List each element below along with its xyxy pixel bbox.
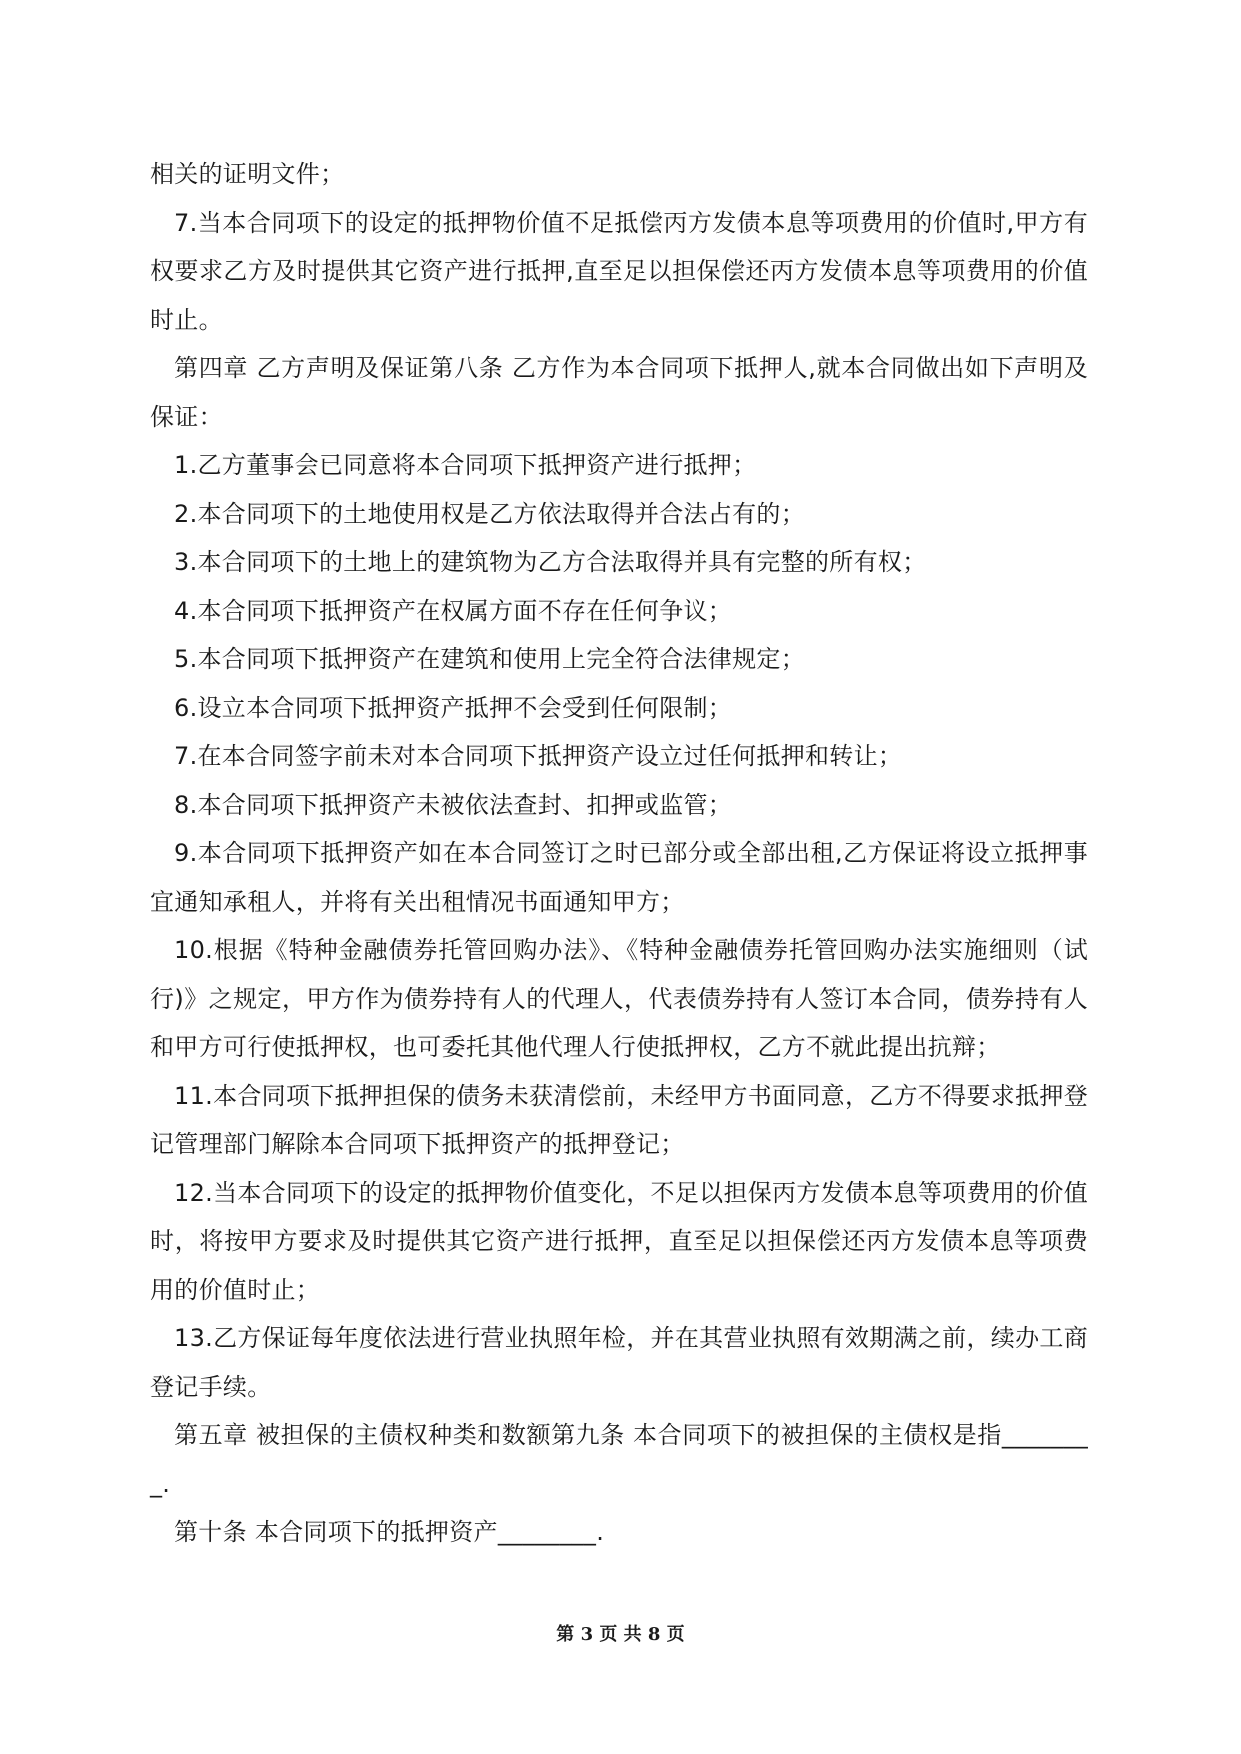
paragraph-item-10: 10.根据《特种金融债券托管回购办法》、《特种金融债券托管回购办法实施细则（试行)》之规定，甲方作为债券持有人的代理人，代表债券持有人签订本合同，债券持有人和甲方可行使抵押权，也可委托其他代理人行使抵押权，乙方不就此提出抗辩； xyxy=(150,936,1088,1061)
document-body xyxy=(150,150,1088,1557)
paragraph-item-6: 6.设立本合同项下抵押资产抵押不会受到任何限制； xyxy=(174,693,733,722)
paragraph-item-13: 13.乙方保证每年度依法进行营业执照年检，并在其营业执照有效期满之前，续办工商登记手续。 xyxy=(150,1324,1088,1401)
paragraph-chapter-5-heading: 第五章 被担保的主债权种类和数额第九条 本合同项下的被担保的主债权是指________. xyxy=(150,1421,1088,1498)
paragraph-item-1: 1.乙方董事会已同意将本合同项下抵押资产进行抵押； xyxy=(174,451,757,479)
paragraph-item-11: 11.本合同项下抵押担保的债务未获清偿前，未经甲方书面同意，乙方不得要求抵押登记管理部门解除本合同项下抵押资产的抵押登记； xyxy=(150,1081,1088,1158)
page-number-footer: 第 3 页 共 8 页 xyxy=(556,1624,685,1645)
paragraph-item-5: 5.本合同项下抵押资产在建筑和使用上完全符合法律规定； xyxy=(174,645,805,673)
paragraph-item-7: 7.在本合同签字前未对本合同项下抵押资产设立过任何抵押和转让； xyxy=(174,742,903,770)
paragraph-item-12: 12.当本合同项下的设定的抵押物价值变化，不足以担保丙方发债本息等项费用的价值时，将按甲方要求及时提供其它资产进行抵押，直至足以担保偿还丙方发债本息等项费用的价值时止； xyxy=(150,1178,1088,1304)
paragraph-item-9: 9.本合同项下抵押资产如在本合同签订之时已部分或全部出租,乙方保证将设立抵押事宜通知承租人，并将有关出租情况书面通知甲方； xyxy=(150,839,1088,916)
paragraph-continuation: 相关的证明文件； xyxy=(150,160,345,188)
paragraph-item-2: 2.本合同项下的土地使用权是乙方依法取得并合法占有的； xyxy=(174,499,805,528)
paragraph-clause-7-collateral-value: 7.当本合同项下的设定的抵押物价值不足抵偿丙方发债本息等项费用的价值时,甲方有权要求乙方及时提供其它资产进行抵押,直至足以担保偿还丙方发债本息等项费用的价值时止。 xyxy=(150,208,1088,334)
paragraph-article-10: 第十条 本合同项下的抵押资产________. xyxy=(174,1518,605,1546)
paragraph-item-3: 3.本合同项下的土地上的建筑物为乙方合法取得并具有完整的所有权； xyxy=(174,548,927,576)
paragraph-chapter-4-heading: 第四章 乙方声明及保证第八条 乙方作为本合同项下抵押人,就本合同做出如下声明及保证： xyxy=(150,354,1088,431)
paragraph-item-4: 4.本合同项下抵押资产在权属方面不存在任何争议； xyxy=(174,596,733,625)
paragraph-item-8: 8.本合同项下抵押资产未被依法查封、扣押或监管； xyxy=(174,790,733,819)
